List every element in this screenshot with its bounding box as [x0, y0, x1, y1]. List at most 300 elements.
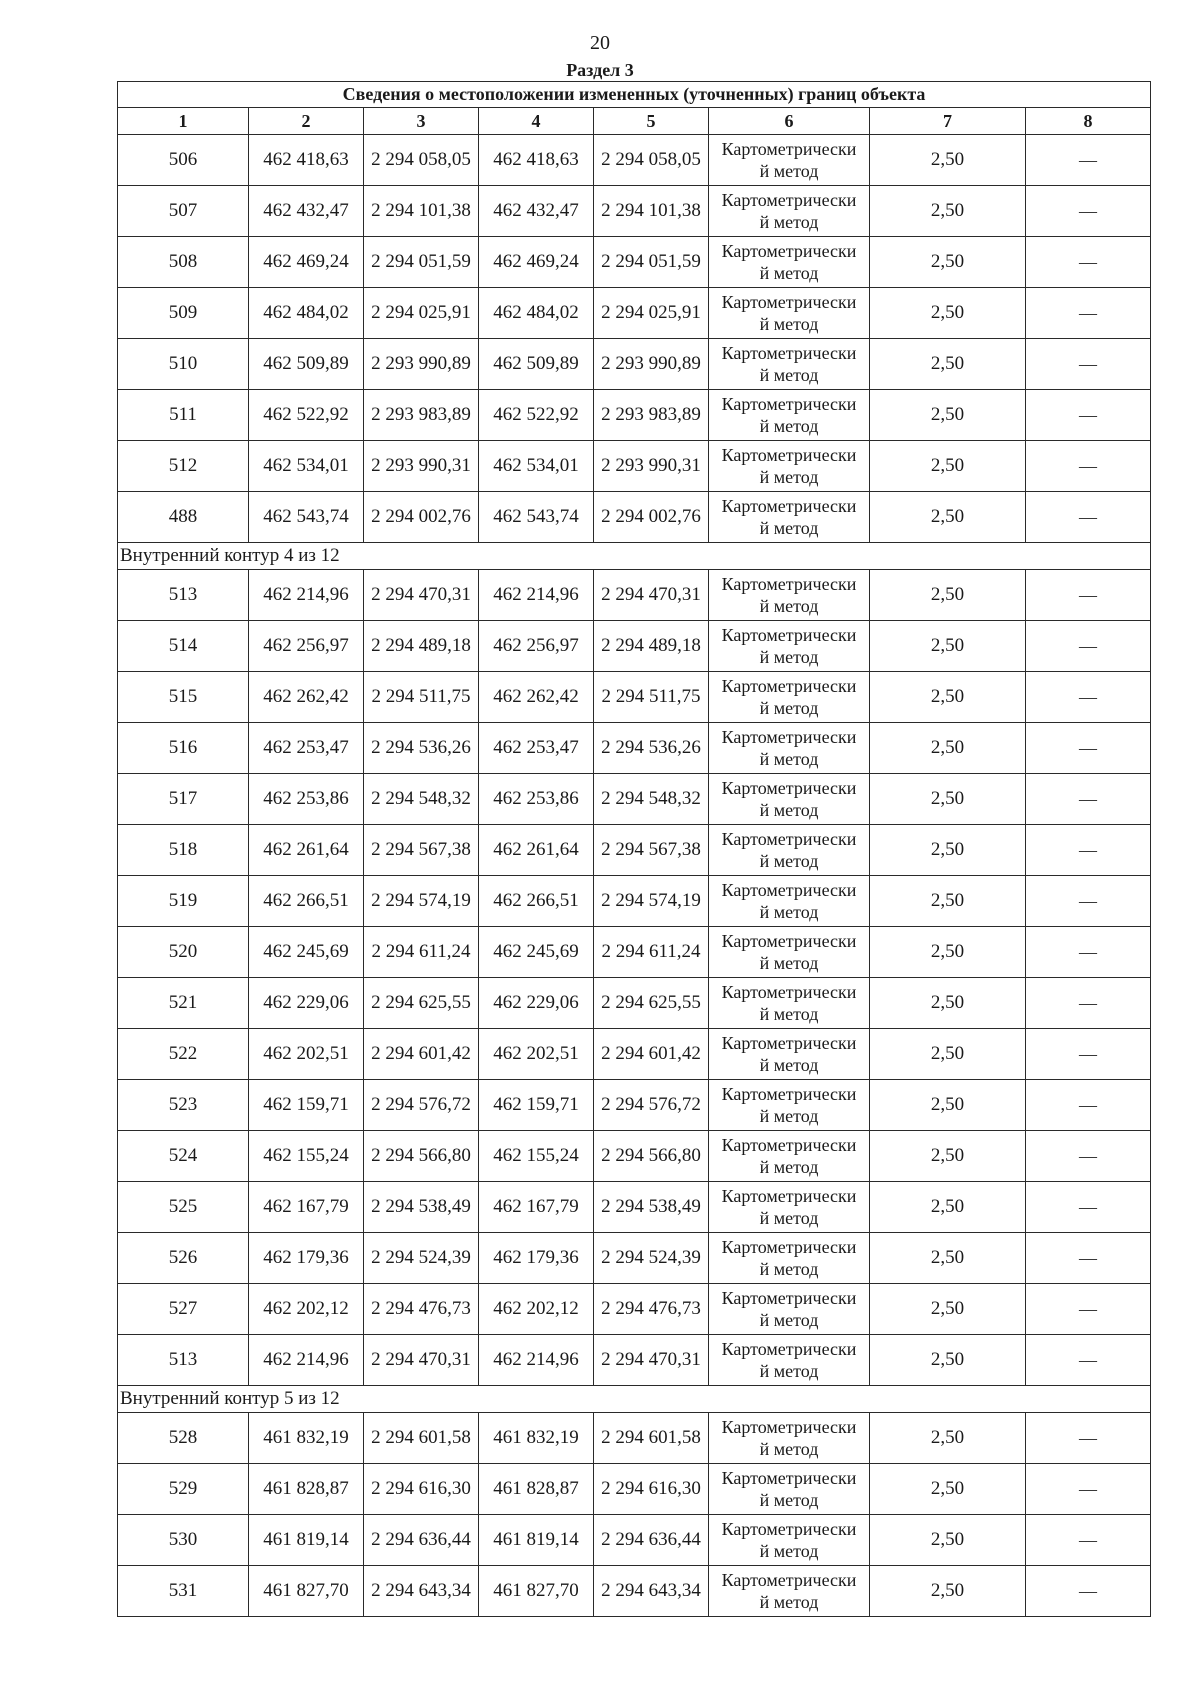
- x-coordinate-cell: 461 827,70: [479, 1566, 594, 1617]
- y-coordinate-cell: 2 294 538,49: [364, 1182, 479, 1233]
- y-coordinate-cell: 2 294 601,58: [364, 1413, 479, 1464]
- description-cell: —: [1026, 825, 1151, 876]
- y-coordinate-cell: 2 294 476,73: [364, 1284, 479, 1335]
- point-id-cell: 514: [118, 621, 249, 672]
- description-cell: —: [1026, 1233, 1151, 1284]
- x-coordinate-cell: 462 262,42: [479, 672, 594, 723]
- boundary-coordinates-table: [117, 81, 1151, 1617]
- method-text-line: Картометрически: [721, 625, 857, 645]
- method-text-line: Картометрически: [721, 1033, 857, 1053]
- method-cell: [709, 1464, 870, 1515]
- x-coordinate-cell: 462 432,47: [479, 186, 594, 237]
- method-text-line: й метод: [759, 1055, 819, 1075]
- method-text-line: й метод: [759, 1310, 819, 1330]
- x-coordinate-cell: 462 262,42: [249, 672, 364, 723]
- y-coordinate-cell: 2 293 983,89: [594, 390, 709, 441]
- table-row: [118, 1413, 1151, 1464]
- column-number: 2: [249, 108, 364, 135]
- method-text-line: й метод: [759, 314, 819, 334]
- y-coordinate-cell: 2 294 601,42: [594, 1029, 709, 1080]
- x-coordinate-cell: 462 484,02: [479, 288, 594, 339]
- x-coordinate-cell: 462 214,96: [249, 1335, 364, 1386]
- y-coordinate-cell: 2 294 051,59: [364, 237, 479, 288]
- y-coordinate-cell: 2 294 625,55: [364, 978, 479, 1029]
- table-caption-row: [118, 82, 1151, 108]
- table-row: [118, 978, 1151, 1029]
- method-text-line: й метод: [759, 953, 819, 973]
- y-coordinate-cell: 2 294 567,38: [364, 825, 479, 876]
- method-cell: [709, 621, 870, 672]
- method-text-line: й метод: [759, 698, 819, 718]
- method-cell: [709, 876, 870, 927]
- method-cell: [709, 1029, 870, 1080]
- y-coordinate-cell: 2 294 601,58: [594, 1413, 709, 1464]
- y-coordinate-cell: 2 294 489,18: [364, 621, 479, 672]
- method-cell: [709, 978, 870, 1029]
- point-id-cell: 509: [118, 288, 249, 339]
- method-text-line: Картометрически: [721, 190, 857, 210]
- table-row: [118, 621, 1151, 672]
- accuracy-cell: 2,50: [870, 570, 1026, 621]
- accuracy-cell: 2,50: [870, 1029, 1026, 1080]
- accuracy-cell: 2,50: [870, 774, 1026, 825]
- method-cell: [709, 570, 870, 621]
- method-cell: [709, 1284, 870, 1335]
- y-coordinate-cell: 2 294 489,18: [594, 621, 709, 672]
- x-coordinate-cell: 461 832,19: [479, 1413, 594, 1464]
- x-coordinate-cell: 462 167,79: [249, 1182, 364, 1233]
- contour-header-row: [118, 543, 1151, 570]
- accuracy-cell: 2,50: [870, 1233, 1026, 1284]
- description-cell: —: [1026, 288, 1151, 339]
- y-coordinate-cell: 2 294 538,49: [594, 1182, 709, 1233]
- point-id-cell: 518: [118, 825, 249, 876]
- method-text-line: Картометрически: [721, 292, 857, 312]
- y-coordinate-cell: 2 294 470,31: [594, 1335, 709, 1386]
- description-cell: —: [1026, 1182, 1151, 1233]
- method-text-line: Картометрически: [721, 1237, 857, 1257]
- method-cell: [709, 1566, 870, 1617]
- description-cell: —: [1026, 927, 1151, 978]
- description-cell: —: [1026, 237, 1151, 288]
- y-coordinate-cell: 2 294 625,55: [594, 978, 709, 1029]
- table-body: [118, 135, 1151, 1617]
- table-row: [118, 237, 1151, 288]
- method-cell: [709, 441, 870, 492]
- accuracy-cell: 2,50: [870, 441, 1026, 492]
- x-coordinate-cell: 462 214,96: [479, 570, 594, 621]
- table-row: [118, 1515, 1151, 1566]
- y-coordinate-cell: 2 294 567,38: [594, 825, 709, 876]
- description-cell: —: [1026, 672, 1151, 723]
- table-row: [118, 339, 1151, 390]
- table-row: [118, 1233, 1151, 1284]
- table-row: [118, 135, 1151, 186]
- method-text-line: Картометрически: [721, 1288, 857, 1308]
- x-coordinate-cell: 462 484,02: [249, 288, 364, 339]
- y-coordinate-cell: 2 294 058,05: [594, 135, 709, 186]
- y-coordinate-cell: 2 294 574,19: [594, 876, 709, 927]
- accuracy-cell: 2,50: [870, 978, 1026, 1029]
- point-id-cell: 520: [118, 927, 249, 978]
- contour-label: Внутренний контур 4 из 12: [118, 543, 1151, 570]
- x-coordinate-cell: 462 214,96: [249, 570, 364, 621]
- point-id-cell: 510: [118, 339, 249, 390]
- description-cell: —: [1026, 1029, 1151, 1080]
- method-text-line: Картометрически: [721, 982, 857, 1002]
- method-text-line: Картометрически: [721, 343, 857, 363]
- description-cell: —: [1026, 723, 1151, 774]
- x-coordinate-cell: 462 509,89: [479, 339, 594, 390]
- table-row: [118, 1566, 1151, 1617]
- method-text-line: й метод: [759, 902, 819, 922]
- y-coordinate-cell: 2 294 576,72: [364, 1080, 479, 1131]
- y-coordinate-cell: 2 294 511,75: [364, 672, 479, 723]
- accuracy-cell: 2,50: [870, 876, 1026, 927]
- description-cell: —: [1026, 390, 1151, 441]
- accuracy-cell: 2,50: [870, 927, 1026, 978]
- y-coordinate-cell: 2 294 566,80: [594, 1131, 709, 1182]
- x-coordinate-cell: 461 827,70: [249, 1566, 364, 1617]
- accuracy-cell: 2,50: [870, 1080, 1026, 1131]
- y-coordinate-cell: 2 294 643,34: [594, 1566, 709, 1617]
- method-text-line: Картометрически: [721, 880, 857, 900]
- column-number: 3: [364, 108, 479, 135]
- x-coordinate-cell: 461 819,14: [249, 1515, 364, 1566]
- method-cell: [709, 135, 870, 186]
- method-text-line: Картометрически: [721, 1417, 857, 1437]
- method-text-line: Картометрически: [721, 727, 857, 747]
- method-cell: [709, 672, 870, 723]
- y-coordinate-cell: 2 294 511,75: [594, 672, 709, 723]
- accuracy-cell: 2,50: [870, 237, 1026, 288]
- x-coordinate-cell: 462 266,51: [249, 876, 364, 927]
- point-id-cell: 488: [118, 492, 249, 543]
- accuracy-cell: 2,50: [870, 492, 1026, 543]
- method-text-line: Картометрически: [721, 829, 857, 849]
- x-coordinate-cell: 462 202,51: [249, 1029, 364, 1080]
- method-text-line: Картометрически: [721, 496, 857, 516]
- point-id-cell: 506: [118, 135, 249, 186]
- x-coordinate-cell: 462 534,01: [249, 441, 364, 492]
- y-coordinate-cell: 2 294 058,05: [364, 135, 479, 186]
- method-text-line: й метод: [759, 263, 819, 283]
- method-text-line: Картометрически: [721, 574, 857, 594]
- method-cell: [709, 1413, 870, 1464]
- x-coordinate-cell: 462 214,96: [479, 1335, 594, 1386]
- x-coordinate-cell: 462 543,74: [249, 492, 364, 543]
- point-id-cell: 526: [118, 1233, 249, 1284]
- table-row: [118, 876, 1151, 927]
- accuracy-cell: 2,50: [870, 1131, 1026, 1182]
- table-row: [118, 186, 1151, 237]
- point-id-cell: 516: [118, 723, 249, 774]
- accuracy-cell: 2,50: [870, 390, 1026, 441]
- table-row: [118, 774, 1151, 825]
- method-cell: [709, 186, 870, 237]
- x-coordinate-cell: 462 469,24: [249, 237, 364, 288]
- y-coordinate-cell: 2 294 611,24: [364, 927, 479, 978]
- method-text-line: й метод: [759, 1157, 819, 1177]
- x-coordinate-cell: 462 266,51: [479, 876, 594, 927]
- description-cell: —: [1026, 876, 1151, 927]
- point-id-cell: 522: [118, 1029, 249, 1080]
- table-row: [118, 825, 1151, 876]
- column-number: 5: [594, 108, 709, 135]
- x-coordinate-cell: 462 418,63: [479, 135, 594, 186]
- description-cell: —: [1026, 339, 1151, 390]
- x-coordinate-cell: 462 155,24: [249, 1131, 364, 1182]
- point-id-cell: 511: [118, 390, 249, 441]
- method-text-line: Картометрически: [721, 241, 857, 261]
- y-coordinate-cell: 2 294 643,34: [364, 1566, 479, 1617]
- column-number: 8: [1026, 108, 1151, 135]
- x-coordinate-cell: 462 418,63: [249, 135, 364, 186]
- x-coordinate-cell: 462 261,64: [249, 825, 364, 876]
- accuracy-cell: 2,50: [870, 621, 1026, 672]
- method-text-line: й метод: [759, 161, 819, 181]
- y-coordinate-cell: 2 294 548,32: [364, 774, 479, 825]
- y-coordinate-cell: 2 294 470,31: [364, 1335, 479, 1386]
- x-coordinate-cell: 462 256,97: [479, 621, 594, 672]
- description-cell: —: [1026, 186, 1151, 237]
- y-coordinate-cell: 2 293 990,89: [594, 339, 709, 390]
- table-row: [118, 1029, 1151, 1080]
- accuracy-cell: 2,50: [870, 1566, 1026, 1617]
- table-row: [118, 288, 1151, 339]
- method-cell: [709, 927, 870, 978]
- method-cell: [709, 774, 870, 825]
- table-row: [118, 441, 1151, 492]
- method-text-line: й метод: [759, 1208, 819, 1228]
- y-coordinate-cell: 2 293 983,89: [364, 390, 479, 441]
- table-row: [118, 1335, 1151, 1386]
- y-coordinate-cell: 2 293 990,31: [594, 441, 709, 492]
- point-id-cell: 513: [118, 1335, 249, 1386]
- y-coordinate-cell: 2 294 470,31: [364, 570, 479, 621]
- point-id-cell: 528: [118, 1413, 249, 1464]
- point-id-cell: 525: [118, 1182, 249, 1233]
- accuracy-cell: 2,50: [870, 1182, 1026, 1233]
- table-row: [118, 390, 1151, 441]
- point-id-cell: 531: [118, 1566, 249, 1617]
- x-coordinate-cell: 462 253,47: [249, 723, 364, 774]
- point-id-cell: 524: [118, 1131, 249, 1182]
- method-text-line: Картометрически: [721, 1186, 857, 1206]
- y-coordinate-cell: 2 294 524,39: [594, 1233, 709, 1284]
- method-cell: [709, 390, 870, 441]
- method-cell: [709, 288, 870, 339]
- method-text-line: Картометрически: [721, 676, 857, 696]
- table-row: [118, 570, 1151, 621]
- accuracy-cell: 2,50: [870, 135, 1026, 186]
- x-coordinate-cell: 462 543,74: [479, 492, 594, 543]
- y-coordinate-cell: 2 294 601,42: [364, 1029, 479, 1080]
- x-coordinate-cell: 462 202,12: [479, 1284, 594, 1335]
- y-coordinate-cell: 2 294 536,26: [594, 723, 709, 774]
- y-coordinate-cell: 2 294 636,44: [594, 1515, 709, 1566]
- method-text-line: Картометрически: [721, 394, 857, 414]
- accuracy-cell: 2,50: [870, 1413, 1026, 1464]
- point-id-cell: 529: [118, 1464, 249, 1515]
- x-coordinate-cell: 462 179,36: [249, 1233, 364, 1284]
- point-id-cell: 512: [118, 441, 249, 492]
- y-coordinate-cell: 2 294 002,76: [594, 492, 709, 543]
- method-text-line: й метод: [759, 647, 819, 667]
- x-coordinate-cell: 462 159,71: [479, 1080, 594, 1131]
- description-cell: —: [1026, 1080, 1151, 1131]
- point-id-cell: 519: [118, 876, 249, 927]
- method-text-line: й метод: [759, 212, 819, 232]
- method-cell: [709, 1131, 870, 1182]
- x-coordinate-cell: 462 534,01: [479, 441, 594, 492]
- method-text-line: Картометрически: [721, 1084, 857, 1104]
- point-id-cell: 527: [118, 1284, 249, 1335]
- description-cell: —: [1026, 1464, 1151, 1515]
- x-coordinate-cell: 462 253,47: [479, 723, 594, 774]
- description-cell: —: [1026, 1413, 1151, 1464]
- point-id-cell: 515: [118, 672, 249, 723]
- method-text-line: й метод: [759, 1259, 819, 1279]
- x-coordinate-cell: 462 522,92: [249, 390, 364, 441]
- table-row: [118, 492, 1151, 543]
- x-coordinate-cell: 462 179,36: [479, 1233, 594, 1284]
- point-id-cell: 508: [118, 237, 249, 288]
- description-cell: —: [1026, 441, 1151, 492]
- y-coordinate-cell: 2 294 476,73: [594, 1284, 709, 1335]
- x-coordinate-cell: 461 819,14: [479, 1515, 594, 1566]
- x-coordinate-cell: 462 253,86: [249, 774, 364, 825]
- description-cell: —: [1026, 1284, 1151, 1335]
- x-coordinate-cell: 462 432,47: [249, 186, 364, 237]
- description-cell: —: [1026, 570, 1151, 621]
- method-cell: [709, 1080, 870, 1131]
- point-id-cell: 530: [118, 1515, 249, 1566]
- method-text-line: й метод: [759, 749, 819, 769]
- x-coordinate-cell: 462 245,69: [249, 927, 364, 978]
- y-coordinate-cell: 2 294 025,91: [594, 288, 709, 339]
- point-id-cell: 517: [118, 774, 249, 825]
- description-cell: —: [1026, 621, 1151, 672]
- accuracy-cell: 2,50: [870, 1464, 1026, 1515]
- section-title: Раздел 3: [566, 60, 634, 80]
- accuracy-cell: 2,50: [870, 1284, 1026, 1335]
- description-cell: —: [1026, 1566, 1151, 1617]
- method-text-line: Картометрически: [721, 1570, 857, 1590]
- column-number: 1: [118, 108, 249, 135]
- method-cell: [709, 1335, 870, 1386]
- method-cell: [709, 492, 870, 543]
- column-number: 6: [709, 108, 870, 135]
- method-cell: [709, 1233, 870, 1284]
- x-coordinate-cell: 462 509,89: [249, 339, 364, 390]
- accuracy-cell: 2,50: [870, 825, 1026, 876]
- table-row: [118, 1284, 1151, 1335]
- table-row: [118, 1182, 1151, 1233]
- accuracy-cell: 2,50: [870, 339, 1026, 390]
- description-cell: —: [1026, 135, 1151, 186]
- accuracy-cell: 2,50: [870, 1335, 1026, 1386]
- x-coordinate-cell: 462 155,24: [479, 1131, 594, 1182]
- method-cell: [709, 237, 870, 288]
- method-cell: [709, 825, 870, 876]
- point-id-cell: 523: [118, 1080, 249, 1131]
- column-number: 7: [870, 108, 1026, 135]
- x-coordinate-cell: 462 229,06: [249, 978, 364, 1029]
- y-coordinate-cell: 2 293 990,31: [364, 441, 479, 492]
- table-row: [118, 1131, 1151, 1182]
- description-cell: —: [1026, 1131, 1151, 1182]
- method-text-line: й метод: [759, 851, 819, 871]
- accuracy-cell: 2,50: [870, 288, 1026, 339]
- contour-header-row: [118, 1386, 1151, 1413]
- x-coordinate-cell: 461 828,87: [249, 1464, 364, 1515]
- x-coordinate-cell: 462 256,97: [249, 621, 364, 672]
- description-cell: —: [1026, 978, 1151, 1029]
- method-text-line: Картометрически: [721, 778, 857, 798]
- method-text-line: Картометрически: [721, 445, 857, 465]
- method-text-line: й метод: [759, 1361, 819, 1381]
- method-text-line: Картометрически: [721, 139, 857, 159]
- accuracy-cell: 2,50: [870, 723, 1026, 774]
- y-coordinate-cell: 2 294 566,80: [364, 1131, 479, 1182]
- column-number-row: [118, 108, 1151, 135]
- method-text-line: й метод: [759, 365, 819, 385]
- method-text-line: й метод: [759, 1541, 819, 1561]
- table-row: [118, 927, 1151, 978]
- description-cell: —: [1026, 774, 1151, 825]
- method-text-line: й метод: [759, 518, 819, 538]
- method-text-line: Картометрически: [721, 931, 857, 951]
- accuracy-cell: 2,50: [870, 1515, 1026, 1566]
- contour-label: Внутренний контур 5 из 12: [118, 1386, 1151, 1413]
- method-text-line: й метод: [759, 1592, 819, 1612]
- table-row: [118, 1080, 1151, 1131]
- x-coordinate-cell: 462 229,06: [479, 978, 594, 1029]
- y-coordinate-cell: 2 294 576,72: [594, 1080, 709, 1131]
- accuracy-cell: 2,50: [870, 186, 1026, 237]
- table-caption: Сведения о местоположении измененных (уточненных) границ объекта: [118, 82, 1151, 108]
- x-coordinate-cell: 462 469,24: [479, 237, 594, 288]
- x-coordinate-cell: 462 202,51: [479, 1029, 594, 1080]
- method-text-line: Картометрически: [721, 1135, 857, 1155]
- description-cell: —: [1026, 1335, 1151, 1386]
- x-coordinate-cell: 462 159,71: [249, 1080, 364, 1131]
- description-cell: —: [1026, 1515, 1151, 1566]
- y-coordinate-cell: 2 294 611,24: [594, 927, 709, 978]
- y-coordinate-cell: 2 294 025,91: [364, 288, 479, 339]
- point-id-cell: 513: [118, 570, 249, 621]
- y-coordinate-cell: 2 294 536,26: [364, 723, 479, 774]
- y-coordinate-cell: 2 294 051,59: [594, 237, 709, 288]
- x-coordinate-cell: 462 253,86: [479, 774, 594, 825]
- method-text-line: й метод: [759, 596, 819, 616]
- description-cell: —: [1026, 492, 1151, 543]
- method-text-line: й метод: [759, 1490, 819, 1510]
- y-coordinate-cell: 2 294 574,19: [364, 876, 479, 927]
- table-row: [118, 723, 1151, 774]
- method-cell: [709, 339, 870, 390]
- method-text-line: Картометрически: [721, 1519, 857, 1539]
- x-coordinate-cell: 462 261,64: [479, 825, 594, 876]
- method-text-line: Картометрически: [721, 1468, 857, 1488]
- x-coordinate-cell: 461 832,19: [249, 1413, 364, 1464]
- y-coordinate-cell: 2 294 002,76: [364, 492, 479, 543]
- point-id-cell: 507: [118, 186, 249, 237]
- accuracy-cell: 2,50: [870, 672, 1026, 723]
- x-coordinate-cell: 462 202,12: [249, 1284, 364, 1335]
- method-cell: [709, 1182, 870, 1233]
